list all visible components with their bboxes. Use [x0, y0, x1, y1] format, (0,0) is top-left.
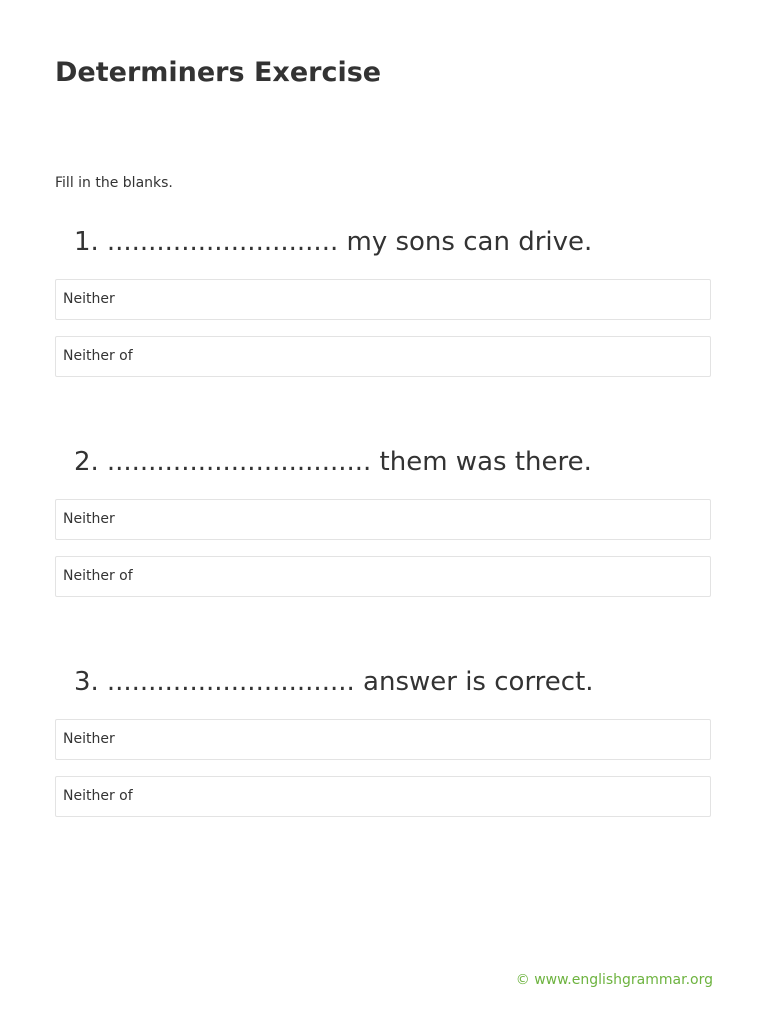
question-blank: ............................	[106, 227, 339, 257]
answer-option-neither[interactable]: Neither	[55, 279, 711, 320]
question-text	[74, 444, 592, 480]
instructions-text: Fill in the blanks.	[55, 175, 173, 191]
footer-copyright-link[interactable]: © www.englishgrammar.org	[515, 972, 713, 988]
question-number: 1.	[74, 227, 99, 257]
question-blank: ................................	[106, 447, 372, 477]
question-blank: ..............................	[106, 667, 355, 697]
answer-option-neither[interactable]: Neither	[55, 719, 711, 760]
question-number: 3.	[74, 667, 99, 697]
question-sentence: them was there.	[379, 447, 592, 477]
question-number: 2.	[74, 447, 99, 477]
question-text	[74, 224, 592, 260]
answer-option-neither-of[interactable]: Neither of	[55, 336, 711, 377]
answer-option-neither-of[interactable]: Neither of	[55, 556, 711, 597]
question-text	[74, 664, 594, 700]
question-sentence: answer is correct.	[363, 667, 594, 697]
page-title: Determiners Exercise	[55, 57, 382, 88]
answer-option-neither-of[interactable]: Neither of	[55, 776, 711, 817]
question-sentence: my sons can drive.	[346, 227, 593, 257]
answer-option-neither[interactable]: Neither	[55, 499, 711, 540]
